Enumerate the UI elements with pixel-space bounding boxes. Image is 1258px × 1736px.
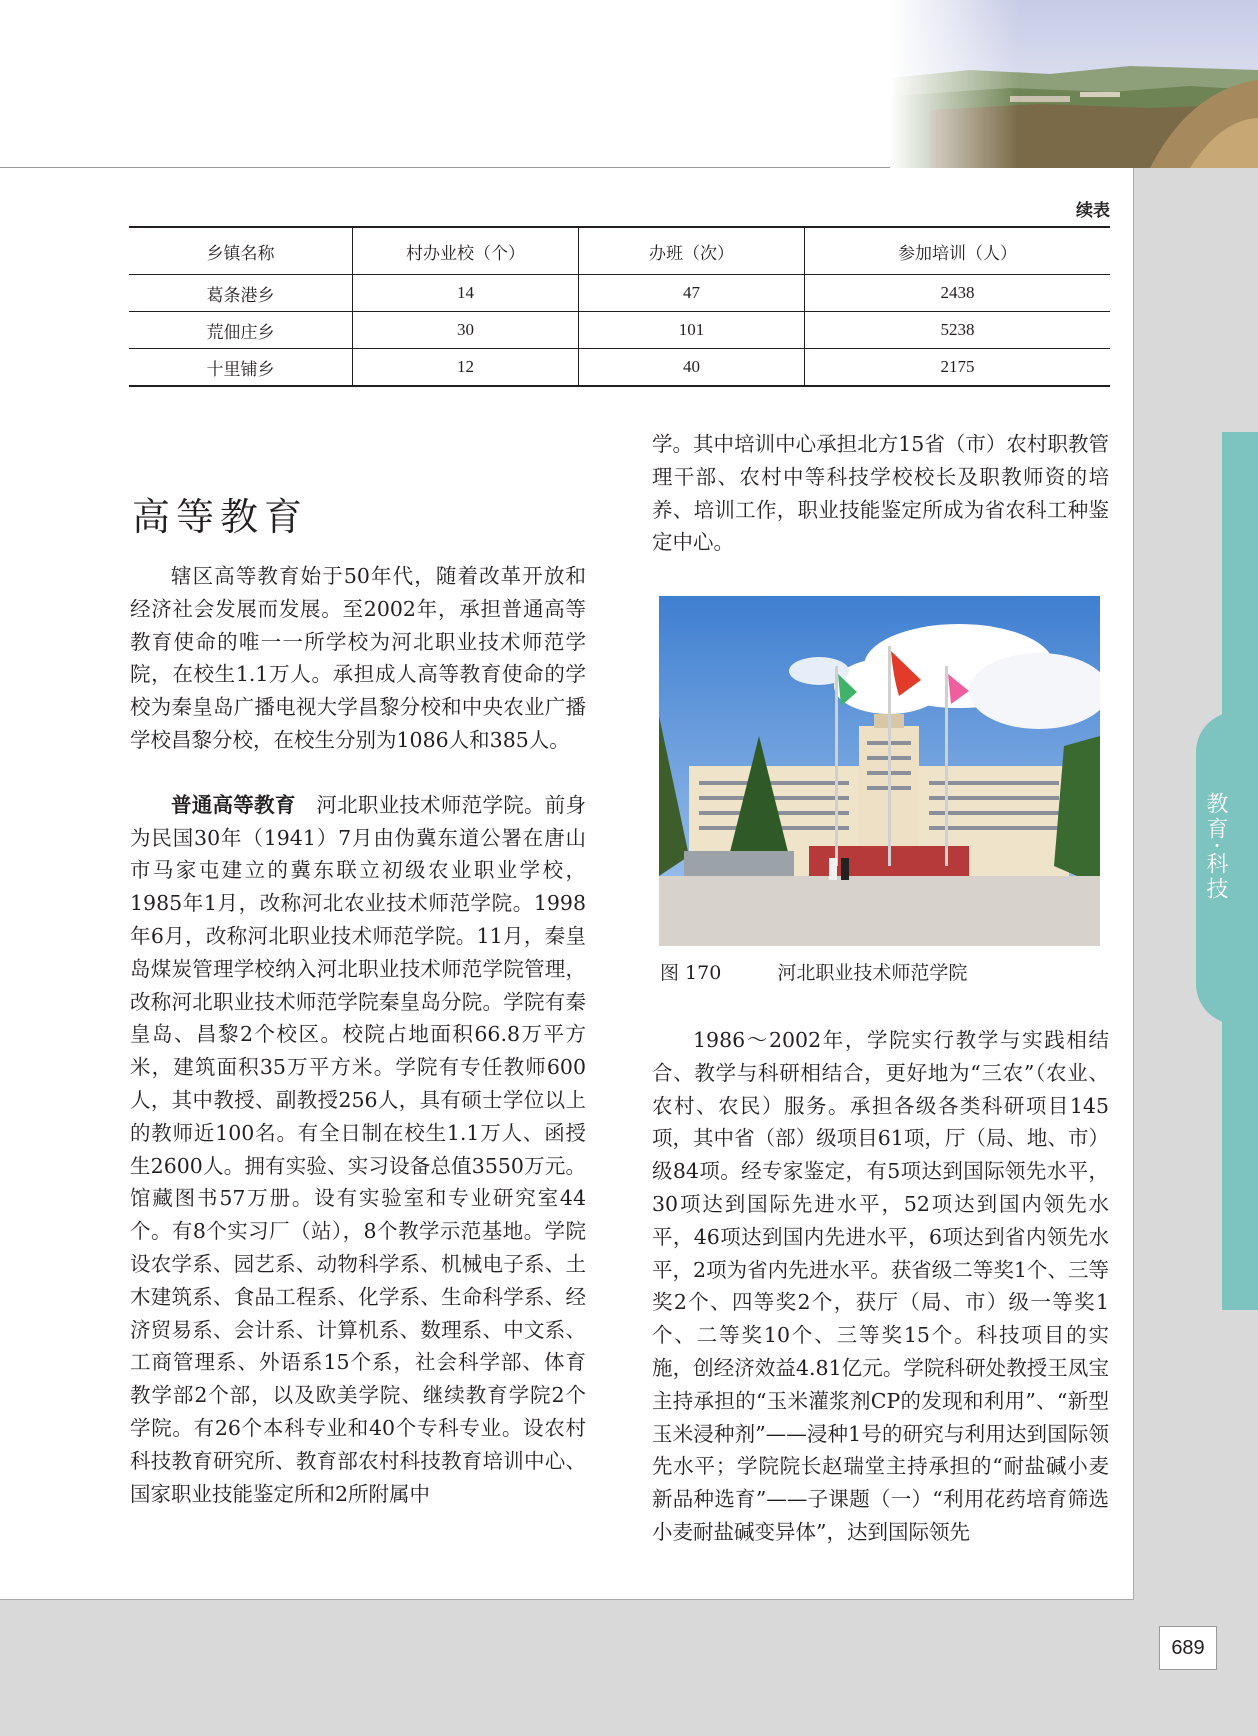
training-table: [129, 226, 1110, 387]
table-row: [129, 349, 1110, 387]
table-cell: 葛条港乡: [129, 275, 353, 312]
section-tab-label: 教育·科技: [1203, 792, 1228, 902]
section-title: 高等教育: [132, 495, 309, 539]
continued-table-label: 续表: [1076, 201, 1110, 220]
paragraph-research: 1986～2002年，学院实行教学与实践相结合、教学与科研相结合，更好地为“三农”（农业、农村、农民）服务。承担各级各类科研项目145项，其中省（部）级项目61项，厅（局、地、市）级84项。经专家鉴定，有5项达到国际领先水平，30项达到国际先进水平，52项达到国内领先水平，46项达到国内先进水平，6项达到省内领先水平，2项为省内先进水平。获省级二等奖1个、三等奖2个、四等奖2个，获厅（局、市）级一等奖1个、二等奖10个、三等奖15个。科技项目的实施，创经济效益4.81亿元。学院科研处教授王凤宝主持承担的“玉米灌浆剂CP的发现和利用”、“新型玉米浸种剂”——浸种1号的研究与利用达到国际领先水平；学院院长赵瑞堂主持承担的“耐盐碱小麦新品种选育”——子课题（一）“利用花药培育筛选小麦耐盐碱变异体”，达到国际领先: [652, 1028, 1109, 1544]
paragraph-lead-heading: 普通高等教育: [171, 792, 296, 817]
table-cell: 2175: [940, 357, 975, 376]
paragraph-regular-higher-ed: [130, 789, 586, 1511]
table-row: [129, 312, 1110, 349]
table-header: 村办业校（个）: [353, 227, 579, 275]
table-cell: 101: [579, 312, 805, 349]
paragraph-continuation: 学。其中培训中心承担北方15省（市）农村职教管理干部、农村中等科技学校校长及职教师资的培养、培训工作，职业技能鉴定所成为省农科工种鉴定中心。: [652, 432, 1109, 555]
campus-photo: [659, 596, 1100, 946]
table-header: 乡镇名称: [129, 227, 353, 275]
table-cell: 十里铺乡: [129, 349, 353, 387]
bottom-margin-band: [0, 1600, 1258, 1736]
page-number: 689: [1159, 1626, 1217, 1670]
frame-line-bottom: [0, 1599, 1134, 1600]
table-row: [129, 275, 1110, 312]
table-cell: 5238: [940, 320, 975, 339]
paragraph-overview: 辖区高等教育始于50年代，随着改革开放和经济社会发展而发展。至2002年，承担普通高等教育使命的唯一一所学校为河北职业技术师范学院，在校生1.1万人。承担成人高等教育使命的学校为秦皇岛广播电视大学昌黎分校和中央农业广播学校昌黎分校，在校生分别为1086人和385人。: [130, 564, 586, 752]
table-header-row: [129, 227, 1110, 275]
header-landscape-image: [890, 0, 1258, 168]
paragraph-body: 河北职业技术师范学院。前身为民国30年（1941）7月由伪冀东道公署在唐山市马家屯建立的冀东联立初级农业职业学校，1985年1月，改称河北农业技术师范学院。1998年6月，改称河北职业技术师范学院。11月，秦皇岛煤炭管理学校纳入河北职业技术师范学院管理，改称河北职业技术师范学院秦皇岛分院。学院有秦皇岛、昌黎2个校区。校院占地面积66.8万平方米，建筑面积35万平方米。学院有专任教师600人，其中教授、副教授256人，具有硕士学位以上的教师近100名。有全日制在校生1.1万人、函授生2600人。拥有实验、实习设备总值3550万元。馆藏图书57万册。设有实验室和专业研究室44个。有8个实习厂（站），8个教学示范基地。学院设农学系、园艺系、动物科学系、机械电子系、土木建筑系、食品工程系、化学系、生命科学系、经济贸易系、会计系、计算机系、数理系、中文系、工商管理系、外语系15个系，社会科学部、体育教学部2个部，以及欧美学院、继续教育学院2个学院。有26个本科专业和40个专科专业。设农村科技教育研究所、教育部农村科技教育培训中心、国家职业技能鉴定所和2所附属中: [130, 792, 587, 1506]
figure-caption: [660, 958, 1100, 985]
table-cell: 47: [579, 275, 805, 312]
table-cell: 14: [353, 275, 579, 312]
table-header: 办班（次）: [579, 227, 805, 275]
table-cell: 2438: [940, 283, 975, 302]
figure-number: 图 170: [660, 962, 722, 984]
table-cell: 荒佃庄乡: [129, 312, 353, 349]
right-column-bottom-text: [652, 1024, 1109, 1549]
frame-line-right: [1133, 168, 1134, 1600]
table-cell: 12: [353, 349, 579, 387]
table-cell: 40: [579, 349, 805, 387]
left-column-text: [130, 560, 586, 1510]
figure-title: 河北职业技术师范学院: [777, 962, 968, 984]
table-header: 参加培训（人）: [898, 243, 1017, 264]
table-cell: 30: [353, 312, 579, 349]
right-column-top-text: [652, 428, 1109, 559]
